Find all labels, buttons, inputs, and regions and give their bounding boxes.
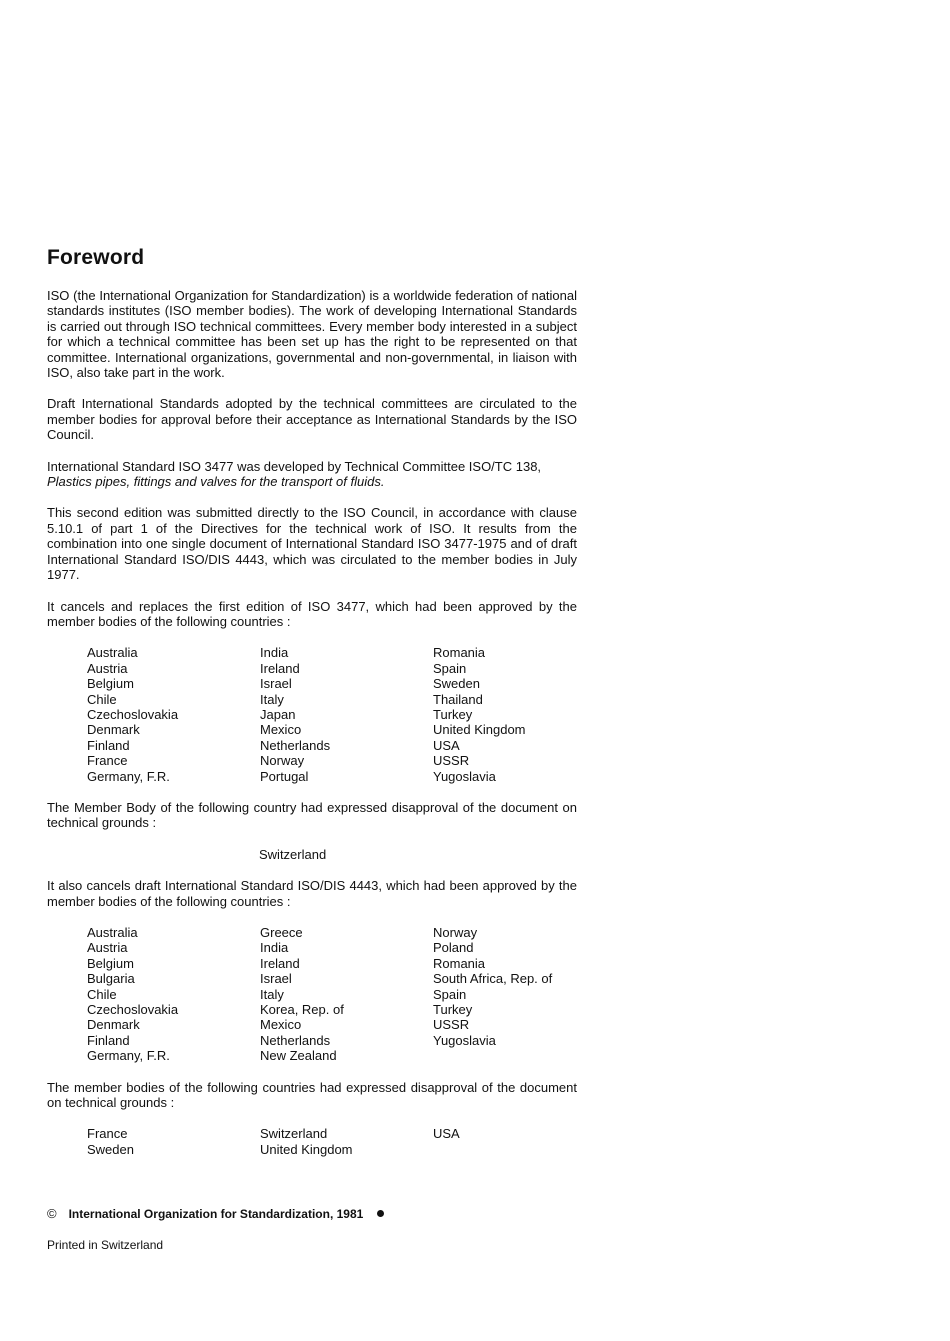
country-name: USA <box>433 737 460 753</box>
paragraph-disapproval-4443: The member bodies of the following countries had expressed disapproval of the document on technical grounds : <box>47 1079 577 1111</box>
country-name: Turkey <box>433 706 473 722</box>
country-name: Korea, Rep. of <box>260 1002 344 1018</box>
country-name: Italy <box>260 691 284 707</box>
country-name: Turkey <box>433 1002 473 1018</box>
paragraph-committee <box>47 459 577 490</box>
country-name: Australia <box>87 645 138 661</box>
country-name: Italy <box>260 986 284 1002</box>
copyright-text: International Organization for Standardization, 1981 <box>68 1206 364 1221</box>
country-column <box>260 1126 433 1157</box>
committee-lead-text: International Standard ISO 3477 was developed by Technical Committee ISO/TC 138, <box>47 458 542 474</box>
country-name: United Kingdom <box>433 722 526 738</box>
country-list-disapproved-4443 <box>87 1126 577 1157</box>
country-name: Switzerland <box>260 1126 328 1142</box>
country-name: Austria <box>87 940 128 956</box>
country-name: USA <box>433 1126 460 1142</box>
printed-location: Printed in Switzerland <box>47 1238 164 1252</box>
country-column <box>87 645 260 784</box>
paragraph-disapproval-3477: The Member Body of the following country had expressed disapproval of the document on technical grounds : <box>47 799 577 831</box>
country-name: New Zealand <box>260 1048 337 1064</box>
country-disapproved-3477: Switzerland <box>259 846 327 862</box>
committee-title: Plastics pipes, fittings and valves for the transport of fluids. <box>47 474 385 490</box>
country-column <box>87 1126 260 1157</box>
page-title: Foreword <box>47 246 145 269</box>
country-name: Romania <box>433 955 486 971</box>
country-name: Finland <box>87 737 130 753</box>
country-name: Austria <box>87 660 128 676</box>
country-name: Czechoslovakia <box>87 706 179 722</box>
country-name: Mexico <box>260 1017 302 1033</box>
country-name: India <box>260 645 289 661</box>
copyright-line <box>47 1206 547 1221</box>
country-name: France <box>87 1126 128 1142</box>
bullet-dot-icon <box>377 1210 384 1217</box>
country-name: Japan <box>260 706 296 722</box>
country-name: Norway <box>260 753 305 769</box>
country-name: Mexico <box>260 722 302 738</box>
country-name: France <box>87 753 128 769</box>
country-name: Israel <box>260 676 292 692</box>
country-name: Finland <box>87 1032 130 1048</box>
country-name: Belgium <box>87 955 134 971</box>
country-name: Netherlands <box>260 1032 331 1048</box>
country-column <box>433 1126 593 1157</box>
country-name: Greece <box>260 925 303 940</box>
country-name: Australia <box>87 925 138 940</box>
country-name: Romania <box>433 645 486 661</box>
copyright-icon: © <box>47 1206 57 1221</box>
country-column <box>87 925 260 1064</box>
foreword-section <box>47 246 577 1173</box>
country-column <box>260 925 433 1064</box>
paragraph-draft-standards: Draft International Standards adopted by the technical committees are circulated to the member bodies for approval before their acceptance as International Standards by the ISO Council. <box>47 396 577 443</box>
country-name: Ireland <box>260 955 300 971</box>
country-name: Netherlands <box>260 737 331 753</box>
paragraph-iso-intro: ISO (the International Organization for Standardization) is a worldwide federation of national standards institutes (ISO member bodies). The work of developing International Standards is carried out through ISO technical committees. Every member body interested in a subject for which a technical committee has been set up has the right to be represented on that committee. International organizations, governmental and non-governmental, in liaison with ISO, also take part in the work. <box>47 288 577 381</box>
country-name: South Africa, Rep. of <box>433 971 553 987</box>
paragraph-cancels-first-edition: It cancels and replaces the first edition of ISO 3477, which had been approved by the member bodies of the following countries : <box>47 598 577 629</box>
country-name: Germany, F.R. <box>87 1048 170 1064</box>
country-name: Denmark <box>87 1017 140 1033</box>
country-name: United Kingdom <box>260 1141 353 1157</box>
country-name: Sweden <box>433 676 480 692</box>
country-list-approved-3477 <box>87 645 577 784</box>
country-list-approved-4443 <box>87 925 577 1064</box>
page-footer <box>47 1206 547 1252</box>
country-column <box>260 645 433 784</box>
country-column <box>433 925 593 1064</box>
country-name: India <box>260 940 289 956</box>
country-name: Poland <box>433 940 474 956</box>
country-name: Belgium <box>87 676 134 692</box>
country-name: USSR <box>433 1017 470 1033</box>
country-name: Chile <box>87 986 117 1002</box>
country-name: Yugoslavia <box>433 768 496 784</box>
country-name: Denmark <box>87 722 140 738</box>
country-name: Chile <box>87 691 117 707</box>
country-name: Bulgaria <box>87 971 135 987</box>
country-name: Israel <box>260 971 292 987</box>
country-name: Sweden <box>87 1141 134 1157</box>
country-name: Czechoslovakia <box>87 1002 179 1018</box>
country-name: Spain <box>433 986 467 1002</box>
paragraph-second-edition: This second edition was submitted directly to the ISO Council, in accordance with clause 5.10.1 of part 1 of the Directives for the technical work of ISO. It results from the combination into one single document of International Standard ISO 3477-1975 and of draft International Standard ISO/DIS 4443, which was circulated to the member bodies in July 1977. <box>47 505 577 583</box>
country-name: Yugoslavia <box>433 1032 496 1048</box>
country-name: Norway <box>433 925 478 940</box>
country-name: Portugal <box>260 768 309 784</box>
paragraph-cancels-dis-4443: It also cancels draft International Standard ISO/DIS 4443, which had been approved by the member bodies of the following countries : <box>47 878 577 909</box>
country-column <box>433 645 593 784</box>
country-name: Spain <box>433 660 467 676</box>
country-name: Thailand <box>433 691 483 707</box>
country-name: USSR <box>433 753 470 769</box>
country-name: Germany, F.R. <box>87 768 170 784</box>
country-name: Ireland <box>260 660 300 676</box>
